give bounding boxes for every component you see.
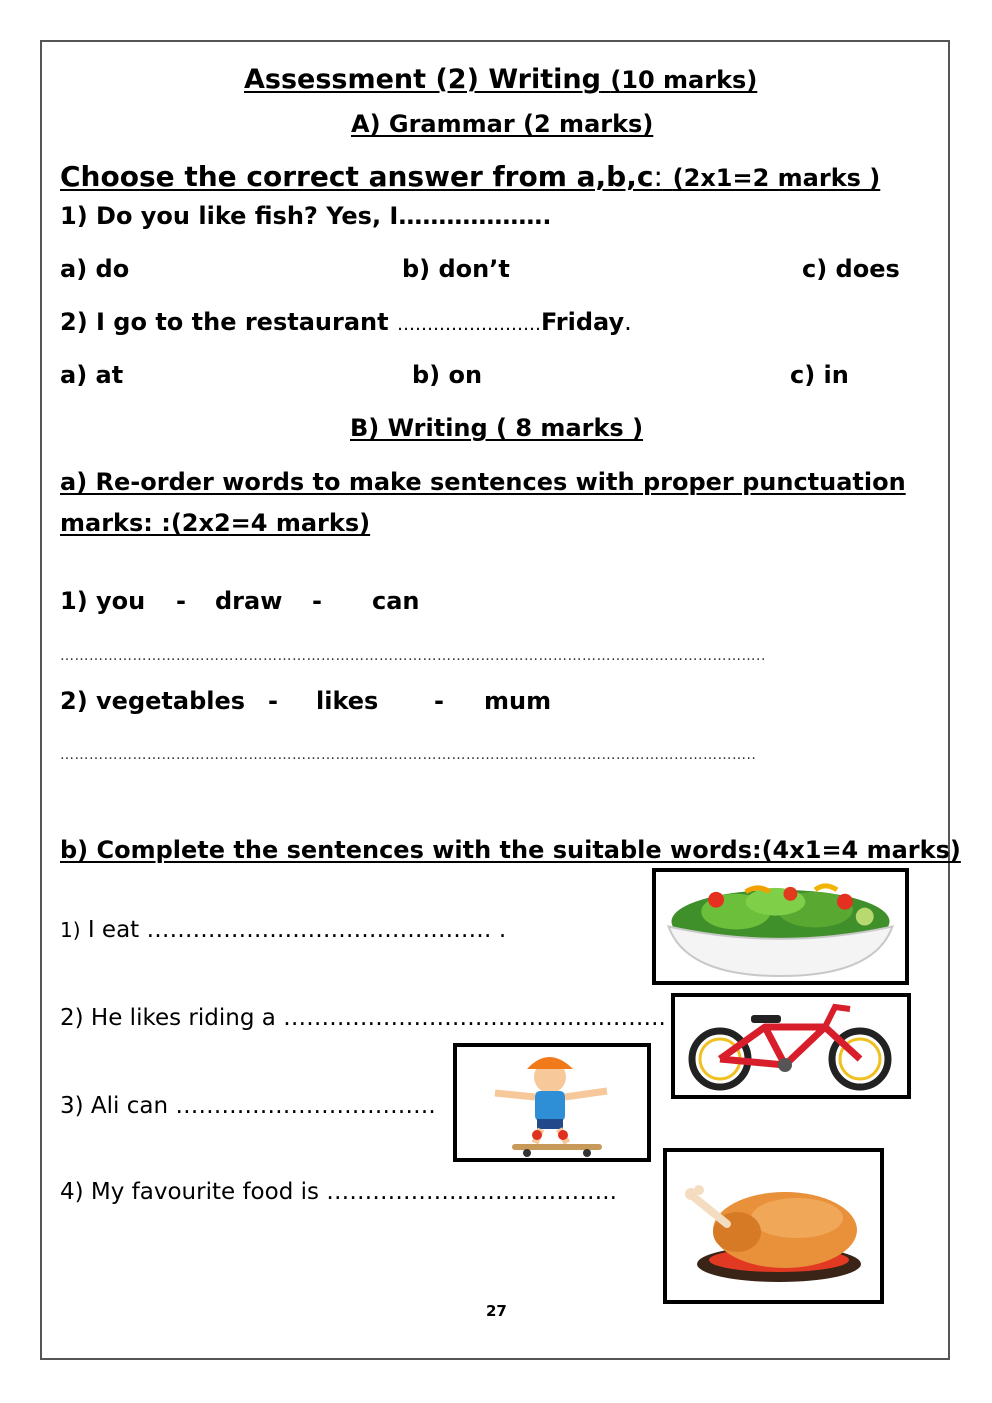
- reorder-item-2-word: -: [268, 687, 278, 715]
- bicycle-picture: [671, 993, 911, 1099]
- grammar-question-1: 1) Do you like fish? Yes, I……………….: [60, 202, 552, 230]
- reorder-item-1-word: draw: [215, 587, 283, 615]
- reorder-item-2-word: likes: [316, 687, 379, 715]
- grammar-heading: A) Grammar (2 marks): [351, 110, 654, 138]
- complete-item-4[interactable]: 4) My favourite food is ………………………………..: [60, 1179, 617, 1205]
- reorder-instruction-line1: a) Re-order words to make sentences with proper punctuation: [60, 468, 906, 496]
- reorder-item-2-word: -: [434, 687, 444, 715]
- reorder-item-1-word: -: [176, 587, 186, 615]
- reorder-item-1-word: can: [372, 587, 420, 615]
- chicken-picture: [663, 1148, 884, 1304]
- answer-line-1[interactable]: ………………………………………………………………………………………………………………………………..: [60, 648, 766, 664]
- writing-heading: B) Writing ( 8 marks ): [350, 414, 644, 442]
- answer-line-2[interactable]: …………………………………………………………………………………………….………………………………..: [60, 747, 757, 763]
- q1-option-a[interactable]: a) do: [60, 255, 130, 283]
- complete-item-3[interactable]: 3) Ali can …………………………….: [60, 1093, 436, 1119]
- q2-option-b[interactable]: b) on: [412, 361, 483, 389]
- q2-option-a[interactable]: a) at: [60, 361, 124, 389]
- page-number: 27: [486, 1302, 507, 1320]
- grammar-instruction: Choose the correct answer from a,b,c: (2x1=2 marks ): [60, 160, 881, 193]
- q1-option-c[interactable]: c) does: [802, 255, 900, 283]
- grammar-question-2: 2) I go to the restaurant ……………………Friday.: [60, 308, 632, 336]
- q2-option-c[interactable]: c) in: [790, 361, 849, 389]
- reorder-item-2-word: mum: [484, 687, 552, 715]
- boy-skateboarding-icon: [457, 1047, 647, 1158]
- reorder-item-1-word: -: [312, 587, 322, 615]
- bicycle-icon: [675, 997, 907, 1095]
- skater-picture: [453, 1043, 651, 1162]
- complete-item-1[interactable]: 1) I eat ……………………………………… .: [60, 917, 507, 943]
- salad-picture: [652, 868, 909, 985]
- q1-option-b[interactable]: b) don’t: [402, 255, 510, 283]
- reorder-instruction-line2: marks: :(2x2=4 marks): [60, 509, 371, 537]
- page-title: Assessment (2) Writing (10 marks): [244, 64, 758, 95]
- reorder-item-1-number: 1) you: [60, 587, 146, 615]
- complete-instruction: b) Complete the sentences with the suitable words:(4x1=4 marks): [60, 836, 961, 864]
- salad-bowl-icon: [656, 872, 905, 981]
- complete-item-2[interactable]: 2) He likes riding a …………………………………………..: [60, 1005, 666, 1031]
- roast-chicken-icon: [667, 1152, 880, 1300]
- reorder-item-2-number: 2) vegetables: [60, 687, 246, 715]
